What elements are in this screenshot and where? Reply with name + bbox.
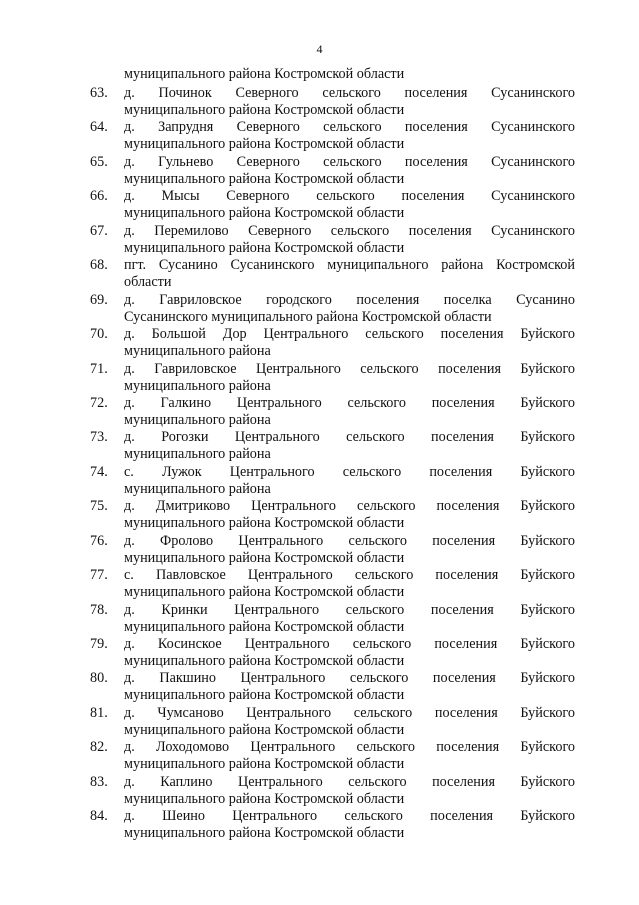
item-number: 65. xyxy=(90,153,108,170)
list-item xyxy=(90,774,575,808)
item-number: 73. xyxy=(90,429,108,446)
list-item xyxy=(90,739,575,773)
page-number: 4 xyxy=(316,42,323,56)
item-text xyxy=(124,292,575,326)
item-line-2: области xyxy=(124,274,172,291)
list-item xyxy=(90,292,575,326)
item-line-2: муниципального района Костромской области xyxy=(124,239,405,256)
item-number: 79. xyxy=(90,636,108,652)
list-item xyxy=(90,361,575,395)
item-line-1: д. Дмитриково Центрального сельского поселения Буйского xyxy=(124,498,575,515)
item-line-1: д. Чумсаново Центрального сельского поселения Буйского xyxy=(124,704,575,721)
item-line-1: д. Каплино Центрального сельского поселения Буйского xyxy=(124,773,575,790)
list-item xyxy=(90,533,575,567)
item-line-1: д. Мысы Северного сельского поселения Сусанинского xyxy=(124,188,575,205)
item-text xyxy=(124,361,575,395)
item-line-2: муниципального района Костромской области xyxy=(124,618,405,635)
item-line-1: д. Гульнево Северного сельского поселения Сусанинского xyxy=(124,153,575,170)
item-number: 68. xyxy=(90,257,108,274)
item-line-2: муниципального района xyxy=(124,446,271,463)
item-number: 67. xyxy=(90,222,108,239)
item-line-2: муниципального района Костромской области xyxy=(124,653,405,669)
item-line-1: д. Починок Северного сельского поселения Сусанинского xyxy=(124,85,575,101)
item-line-2: муниципального района xyxy=(124,377,271,394)
item-line-2: муниципального района Костромской области xyxy=(124,102,405,118)
item-line-1: д. Фролово Центрального сельского поселения Буйского xyxy=(124,532,575,549)
item-text xyxy=(124,223,575,257)
item-number: 77. xyxy=(90,567,108,584)
item-text xyxy=(124,498,575,532)
list-items xyxy=(90,85,575,842)
item-line-1: д. Пакшино Центрального сельского поселения Буйского xyxy=(124,670,575,687)
settlement-list xyxy=(90,66,575,843)
item-text xyxy=(124,670,575,704)
continuation-line: муниципального района Костромской области xyxy=(124,66,405,82)
item-number: 83. xyxy=(90,773,108,790)
item-line-1: д. Шеино Центрального сельского поселения Буйского xyxy=(124,808,575,825)
item-number: 80. xyxy=(90,670,108,687)
item-line-2: муниципального района Костромской области xyxy=(124,136,405,153)
item-text xyxy=(124,85,575,119)
item-line-1: с. Павловское Центрального сельского поселения Буйского xyxy=(124,567,575,584)
item-line-1: д. Косинское Центрального сельского поселения Буйского xyxy=(124,636,575,652)
list-item xyxy=(90,567,575,601)
item-number: 63. xyxy=(90,85,108,101)
item-text xyxy=(124,602,575,636)
item-line-2: муниципального района xyxy=(124,480,271,497)
item-text xyxy=(124,429,575,463)
list-item xyxy=(90,223,575,257)
item-number: 82. xyxy=(90,739,108,756)
item-number: 76. xyxy=(90,532,108,549)
item-number: 64. xyxy=(90,119,108,136)
item-text xyxy=(124,533,575,567)
item-text xyxy=(124,326,575,360)
item-line-1: д. Кринки Центрального сельского поселения Буйского xyxy=(124,601,575,618)
item-text xyxy=(124,188,575,222)
list-item xyxy=(90,636,575,670)
list-item xyxy=(90,498,575,532)
item-number: 70. xyxy=(90,326,108,343)
item-text xyxy=(124,739,575,773)
item-number: 72. xyxy=(90,394,108,411)
item-line-1: пгт. Сусанино Сусанинского муниципального района Костромской xyxy=(124,257,575,274)
item-number: 81. xyxy=(90,704,108,721)
item-line-2: муниципального района xyxy=(124,343,271,360)
list-item xyxy=(90,119,575,153)
item-line-2: муниципального района Костромской области xyxy=(124,825,405,842)
item-line-2: муниципального района Костромской области xyxy=(124,170,405,187)
item-text xyxy=(124,464,575,498)
item-line-2: муниципального района Костромской области xyxy=(124,687,405,704)
item-text xyxy=(124,808,575,842)
item-line-2: муниципального района Костромской области xyxy=(124,756,405,773)
item-line-2: муниципального района Костромской области xyxy=(124,584,405,601)
item-line-1: с. Лужок Центрального сельского поселения Буйского xyxy=(124,463,575,480)
list-item xyxy=(90,326,575,360)
item-text xyxy=(124,154,575,188)
item-line-2: муниципального района Костромской области xyxy=(124,721,405,738)
item-text xyxy=(124,567,575,601)
list-item xyxy=(90,705,575,739)
item-line-1: д. Перемилово Северного сельского поселения Сусанинского xyxy=(124,222,575,239)
item-line-2: муниципального района Костромской области xyxy=(124,549,405,566)
item-text xyxy=(124,774,575,808)
item-number: 71. xyxy=(90,360,108,377)
item-line-2: Сусанинского муниципального района Костромской области xyxy=(124,308,492,325)
list-item xyxy=(90,395,575,429)
item-text xyxy=(124,257,575,291)
item-text xyxy=(124,705,575,739)
item-line-1: д. Гавриловское городского поселения поселка Сусанино xyxy=(124,291,575,308)
item-line-1: д. Гавриловское Центрального сельского поселения Буйского xyxy=(124,360,575,377)
item-line-2: муниципального района xyxy=(124,411,271,428)
list-item xyxy=(90,602,575,636)
item-number: 66. xyxy=(90,188,108,205)
item-number: 84. xyxy=(90,808,108,825)
list-item xyxy=(90,188,575,222)
item-text xyxy=(124,395,575,429)
item-line-2: муниципального района Костромской области xyxy=(124,790,405,807)
item-number: 74. xyxy=(90,463,108,480)
item-line-2: муниципального района Костромской области xyxy=(124,515,405,532)
item-line-1: д. Лоходомово Центрального сельского поселения Буйского xyxy=(124,739,575,756)
item-line-1: д. Большой Дор Центрального сельского поселения Буйского xyxy=(124,326,575,343)
list-item xyxy=(90,429,575,463)
item-line-1: д. Галкино Центрального сельского поселения Буйского xyxy=(124,394,575,411)
item-line-1: д. Рогозки Центрального сельского поселения Буйского xyxy=(124,429,575,446)
list-item xyxy=(90,670,575,704)
item-number: 75. xyxy=(90,498,108,515)
list-item xyxy=(90,154,575,188)
item-text xyxy=(124,119,575,153)
item-line-2: муниципального района Костромской области xyxy=(124,205,405,222)
list-item xyxy=(90,257,575,291)
item-number: 78. xyxy=(90,601,108,618)
list-item xyxy=(90,808,575,842)
item-number: 69. xyxy=(90,291,108,308)
item-text xyxy=(124,636,575,670)
list-item xyxy=(90,85,575,119)
item-line-1: д. Запрудня Северного сельского поселения Сусанинского xyxy=(124,119,575,136)
list-item xyxy=(90,464,575,498)
